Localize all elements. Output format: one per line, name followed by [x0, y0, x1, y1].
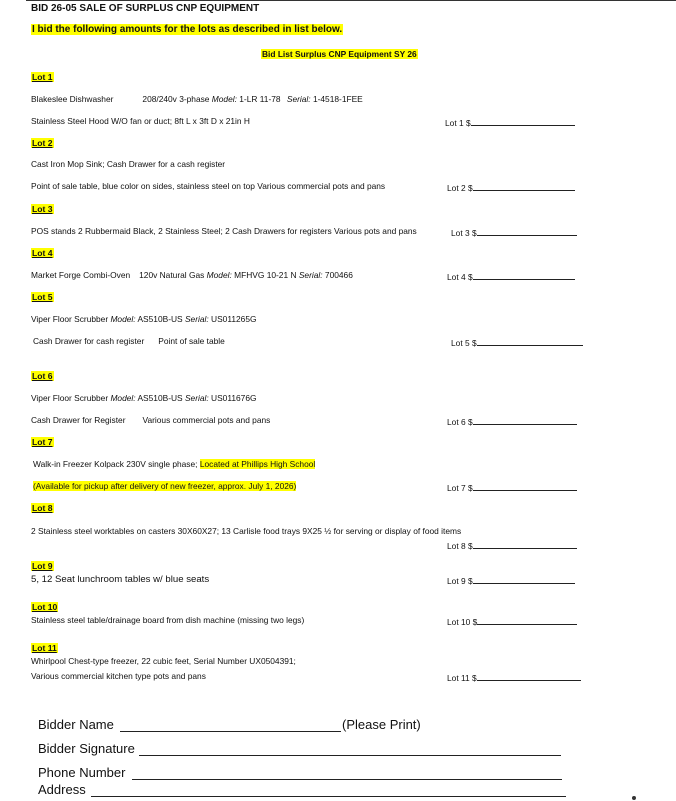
lot-7-line-1: [33, 459, 315, 470]
lot-3-bid-line[interactable]: [477, 226, 577, 236]
lot-7-bid-line[interactable]: [473, 481, 577, 491]
lot-9-bid-line[interactable]: [473, 574, 575, 584]
lot-4-spec: 120v Natural Gas: [139, 270, 205, 280]
lot-7-line-2: [33, 481, 296, 492]
lot-5-serial: US011265G: [211, 314, 257, 324]
lot-7-availability-highlight: (Available for pickup after delivery of new freezer, approx. July 1, 2026): [33, 481, 297, 491]
bidder-signature-line[interactable]: [139, 755, 561, 756]
lot-6-serial-label: Serial:: [184, 393, 209, 403]
lot-4-label-line: [31, 248, 54, 259]
bidder-name-note: (Please Print): [342, 717, 421, 732]
lot-4-bid-field[interactable]: [447, 270, 575, 283]
lot-4-serial: 700466: [324, 270, 353, 280]
lot-5-line-2: [33, 336, 225, 347]
lot-7-label-line: [31, 437, 54, 448]
lot-6-model-label: Model:: [110, 393, 136, 403]
lot-2-line-2: Point of sale table, blue color on sides, stainless steel on top Various commercial pots and pans: [31, 181, 386, 191]
lot-5-bid-line[interactable]: [477, 336, 583, 346]
lot-6-bid-line[interactable]: [473, 415, 577, 425]
lot-11-bid-line[interactable]: [477, 671, 581, 681]
lot-5-spec-2: Point of sale table: [158, 336, 225, 346]
page-corner-mark: [632, 796, 636, 800]
lot-6-bid-label: Lot 6 $: [447, 417, 473, 427]
lot-11-bid-label: Lot 11 $: [447, 673, 477, 683]
lot-6-item-2: Cash Drawer for Register: [31, 415, 126, 425]
list-title-line: [261, 49, 418, 60]
lot-6-line-2: [31, 415, 270, 426]
lot-9-label-line: [31, 561, 54, 572]
lot-10-label-line: [31, 602, 58, 613]
lot-1-model: 1-LR 11-78: [239, 94, 281, 104]
lot-2-label: Lot 2: [32, 138, 53, 148]
lot-3-label-line: [31, 204, 54, 215]
lot-1-item: Blakeslee Dishwasher: [31, 94, 114, 104]
lot-4-line-1: [31, 270, 353, 281]
lot-6-label: Lot 6: [32, 371, 53, 381]
lot-5-model: AS510B-US: [137, 314, 183, 324]
top-rule: [26, 0, 676, 1]
lot-10-bid-field[interactable]: [447, 615, 577, 628]
lot-5-item: Viper Floor Scrubber: [31, 314, 109, 324]
lot-7-text: Walk-in Freezer Kolpack 230V single phase;: [33, 459, 200, 469]
lot-1-label-line: [31, 72, 54, 83]
lot-7-bid-label: Lot 7 $: [447, 483, 473, 493]
lot-4-model-label: Model:: [206, 270, 232, 280]
lot-1-spec: 208/240v 3-phase: [142, 94, 210, 104]
lot-1-serial: 1-4518-1FEE: [312, 94, 363, 104]
lot-1-serial-label: Serial:: [286, 94, 311, 104]
phone-number-line[interactable]: [132, 779, 562, 780]
instruction-text: I bid the following amounts for the lots as described in list below.: [32, 24, 343, 35]
lot-1-bid-label: Lot 1 $: [445, 118, 471, 128]
lot-6-line-1: [31, 393, 257, 404]
lot-7-label: Lot 7: [32, 437, 53, 447]
lot-4-label: Lot 4: [32, 248, 53, 258]
lot-8-label-line: [31, 503, 54, 514]
phone-number-label: Phone Number: [38, 765, 126, 780]
lot-11-bid-field[interactable]: [447, 671, 581, 684]
lot-1-bid-field[interactable]: [445, 116, 575, 129]
lot-8-label: Lot 8: [32, 503, 53, 513]
lot-2-bid-label: Lot 2 $: [447, 183, 473, 193]
lot-4-bid-line[interactable]: [473, 270, 575, 280]
lot-5-bid-label: Lot 5 $: [451, 338, 477, 348]
lot-6-spec-2: Various commercial pots and pans: [142, 415, 271, 425]
lot-8-bid-label: Lot 8 $: [447, 541, 473, 551]
lot-5-line-1: [31, 314, 257, 325]
lot-8-bid-field[interactable]: [447, 539, 577, 552]
lot-5-label-line: [31, 292, 54, 303]
lot-1-line-1: [31, 94, 363, 105]
lot-1-label: Lot 1: [32, 72, 53, 82]
bidder-name-label: Bidder Name: [38, 717, 114, 732]
lot-9-line-1: 5, 12 Seat lunchroom tables w/ blue seats: [31, 574, 210, 585]
address-line[interactable]: [91, 796, 566, 797]
lot-1-bid-line[interactable]: [471, 116, 575, 126]
lot-2-bid-line[interactable]: [473, 181, 575, 191]
lot-9-label: Lot 9: [32, 561, 53, 571]
lot-4-item: Market Forge Combi-Oven: [31, 270, 131, 280]
document-title: BID 26-05 SALE OF SURPLUS CNP EQUIPMENT: [31, 3, 260, 14]
lot-10-bid-label: Lot 10 $: [447, 617, 478, 627]
lot-3-label: Lot 3: [32, 204, 53, 214]
lot-7-bid-field[interactable]: [447, 481, 577, 494]
lot-5-bid-field[interactable]: [451, 336, 583, 349]
lot-2-line-1: Cast Iron Mop Sink; Cash Drawer for a cash register: [31, 159, 226, 169]
lot-2-label-line: [31, 138, 54, 149]
lot-1-model-label: Model:: [211, 94, 237, 104]
lot-5-item-2: Cash Drawer for cash register: [33, 336, 145, 346]
lot-1-line-2: Stainless Steel Hood W/O fan or duct; 8ft L x 3ft D x 21in H: [31, 116, 250, 126]
lot-8-line-1: 2 Stainless steel worktables on casters 30X60X27; 13 Carlisle food trays 9X25 ½ for serving or display of food items: [31, 526, 462, 536]
lot-5-model-label: Model:: [110, 314, 136, 324]
list-title: Bid List Surplus CNP Equipment SY 26: [262, 49, 417, 59]
lot-8-bid-line[interactable]: [473, 539, 577, 549]
lot-6-serial: US011676G: [211, 393, 257, 403]
lot-2-bid-field[interactable]: [447, 181, 575, 194]
lot-4-model: MFHVG 10-21 N: [234, 270, 297, 280]
lot-3-line-1: POS stands 2 Rubbermaid Black, 2 Stainless Steel; 2 Cash Drawers for registers Various pots and pans: [31, 226, 417, 236]
lot-10-label: Lot 10: [32, 602, 58, 612]
lot-5-label: Lot 5: [32, 292, 53, 302]
lot-11-line-2: Various commercial kitchen type pots and pans: [31, 671, 206, 681]
lot-10-bid-line[interactable]: [477, 615, 577, 625]
lot-10-line-1: Stainless steel table/drainage board from dish machine (missing two legs): [31, 615, 305, 625]
address-label: Address: [38, 782, 86, 797]
lot-6-model: AS510B-US: [137, 393, 183, 403]
lot-3-bid-field[interactable]: [451, 226, 577, 239]
lot-4-serial-label: Serial:: [298, 270, 323, 280]
lot-11-line-1: Whirlpool Chest-type freezer, 22 cubic feet, Serial Number UX0504391;: [31, 656, 296, 666]
lot-11-label-line: [31, 643, 58, 654]
lot-5-serial-label: Serial:: [184, 314, 209, 324]
instruction-line: [31, 24, 343, 35]
lot-6-item: Viper Floor Scrubber: [31, 393, 109, 403]
bidder-signature-label: Bidder Signature: [38, 741, 135, 756]
lot-3-bid-label: Lot 3 $: [451, 228, 477, 238]
lot-4-bid-label: Lot 4 $: [447, 272, 473, 282]
lot-7-location-highlight: Located at Phillips High School: [199, 459, 316, 469]
lot-6-bid-field[interactable]: [447, 415, 577, 428]
lot-9-bid-label: Lot 9 $: [447, 576, 473, 586]
lot-11-label: Lot 11: [32, 643, 57, 653]
bidder-name-line[interactable]: [120, 731, 341, 732]
lot-6-label-line: [31, 371, 54, 382]
lot-9-bid-field[interactable]: [447, 574, 575, 587]
